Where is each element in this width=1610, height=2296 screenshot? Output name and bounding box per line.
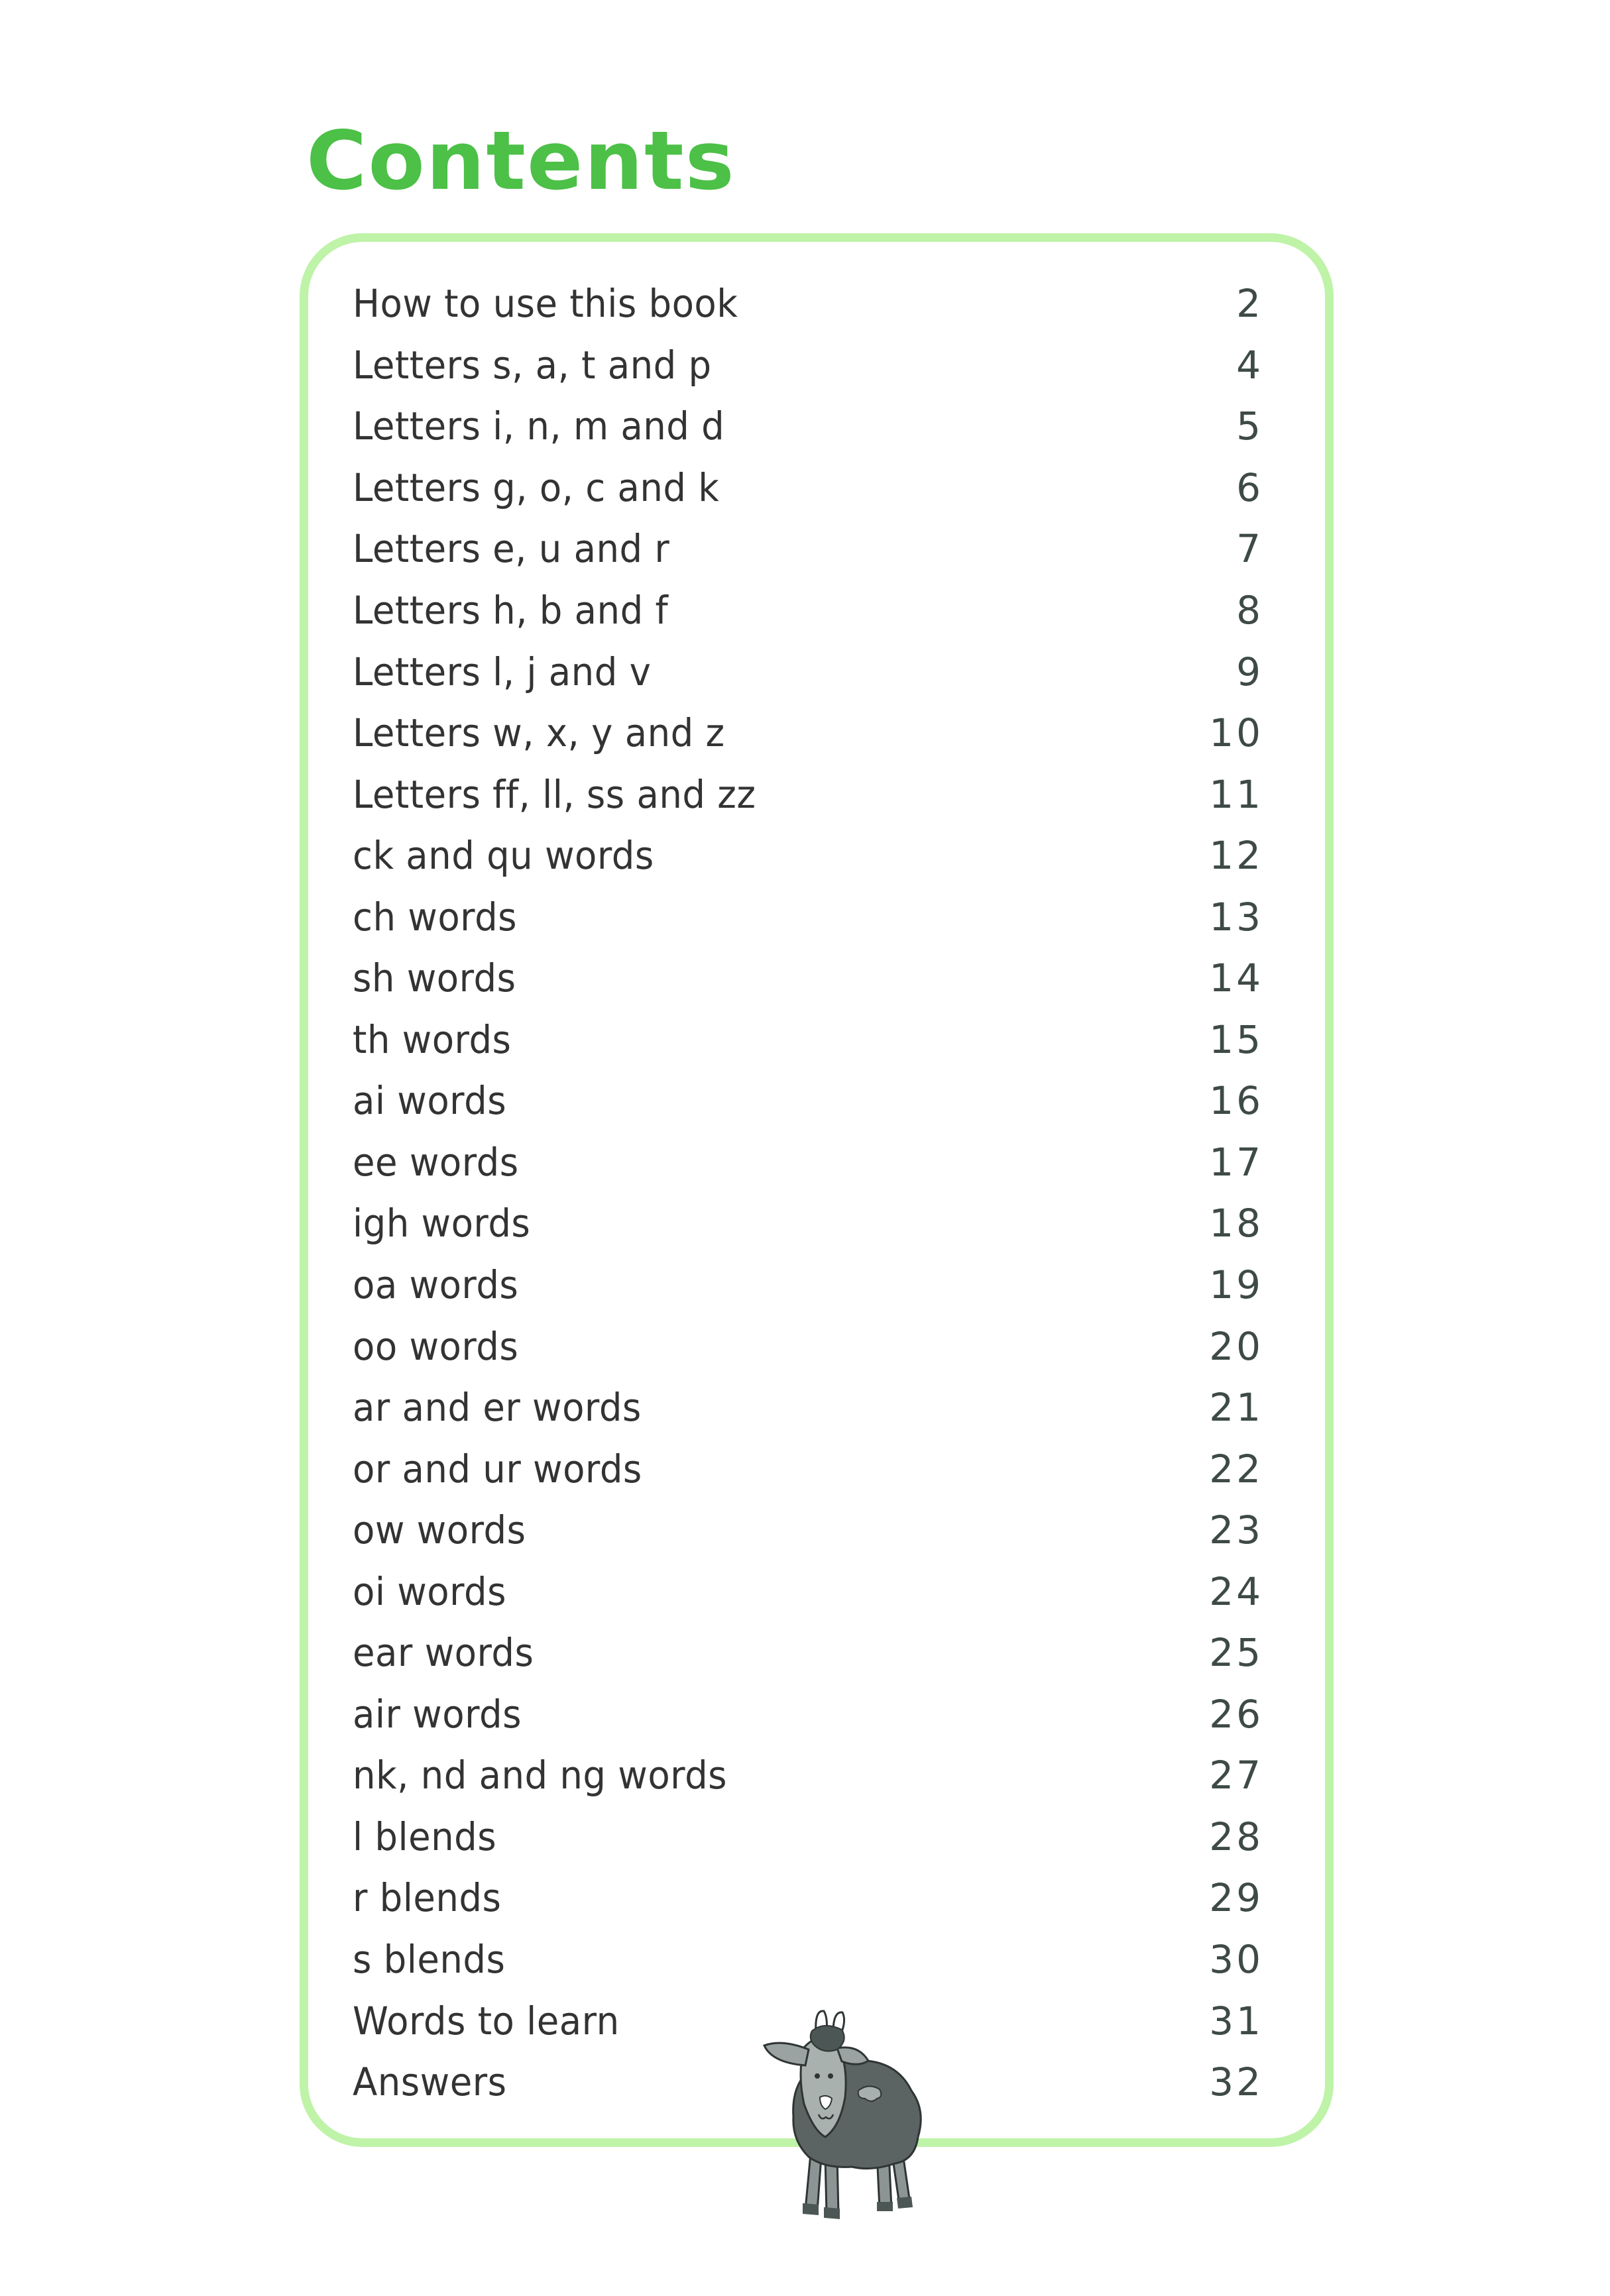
toc-entry-page-number: 4 xyxy=(1236,342,1263,388)
toc-entry-label: or and ur words xyxy=(353,1446,642,1492)
toc-entry-page-number: 5 xyxy=(1236,404,1263,449)
toc-entry-page-number: 24 xyxy=(1209,1568,1263,1614)
toc-entry[interactable] xyxy=(353,1929,1267,1991)
toc-entry-label: igh words xyxy=(353,1201,531,1246)
toc-entry-page-number: 9 xyxy=(1236,649,1263,694)
toc-entry-page-number: 8 xyxy=(1236,588,1263,633)
toc-entry[interactable] xyxy=(353,1254,1267,1316)
toc-entry[interactable] xyxy=(353,1193,1267,1254)
toc-entry-page-number: 15 xyxy=(1209,1016,1263,1062)
toc-entry[interactable] xyxy=(353,1500,1267,1561)
toc-entry-label: Letters ff, ll, ss and zz xyxy=(353,771,756,817)
toc-entry[interactable] xyxy=(353,1745,1267,1806)
toc-entry[interactable] xyxy=(353,825,1267,887)
toc-entry-page-number: 7 xyxy=(1236,526,1263,572)
page-title: Contents xyxy=(306,113,736,208)
toc-entry[interactable] xyxy=(353,1132,1267,1193)
toc-entry-label: ar and er words xyxy=(353,1385,642,1431)
toc-entry-label: air words xyxy=(353,1691,522,1737)
toc-entry-page-number: 21 xyxy=(1209,1385,1263,1431)
toc-entry-label: ear words xyxy=(353,1630,534,1676)
toc-entry[interactable] xyxy=(353,335,1267,396)
toc-entry-page-number: 28 xyxy=(1209,1814,1263,1859)
toc-entry-page-number: 27 xyxy=(1209,1753,1263,1798)
toc-entry-label: oi words xyxy=(353,1568,507,1614)
toc-entry[interactable] xyxy=(353,1867,1267,1929)
toc-entry-label: s blends xyxy=(353,1937,506,1983)
toc-entry-page-number: 6 xyxy=(1236,465,1263,510)
toc-entry-label: Answers xyxy=(353,2059,507,2105)
toc-entry-label: oa words xyxy=(353,1262,519,1308)
toc-entry-label: sh words xyxy=(353,956,516,1001)
toc-entry-page-number: 30 xyxy=(1209,1937,1263,1983)
toc-entry[interactable] xyxy=(353,1806,1267,1868)
toc-entry-label: Letters e, u and r xyxy=(353,526,670,572)
toc-entry-label: Letters g, o, c and k xyxy=(353,465,720,510)
toc-entry-label: ow words xyxy=(353,1507,526,1553)
toc-entry[interactable] xyxy=(353,1438,1267,1500)
toc-entry-page-number: 22 xyxy=(1209,1446,1263,1492)
toc-entry-page-number: 32 xyxy=(1209,2059,1263,2105)
toc-entry[interactable] xyxy=(353,948,1267,1009)
toc-entry[interactable] xyxy=(353,1315,1267,1377)
toc-entry[interactable] xyxy=(353,580,1267,641)
toc-entry-label: nk, nd and ng words xyxy=(353,1753,728,1798)
toc-entry-page-number: 18 xyxy=(1209,1201,1263,1246)
toc-entry-label: Letters w, x, y and z xyxy=(353,710,725,756)
toc-entry-label: oo words xyxy=(353,1323,519,1369)
toc-entry-label: ch words xyxy=(353,894,518,940)
toc-entry[interactable] xyxy=(353,702,1267,764)
toc-entry-page-number: 20 xyxy=(1209,1323,1263,1369)
toc-entry[interactable] xyxy=(353,1622,1267,1684)
toc-entry[interactable] xyxy=(353,1070,1267,1132)
goat-icon xyxy=(752,1998,938,2223)
toc-entry-label: ck and qu words xyxy=(353,833,654,879)
toc-entry-page-number: 26 xyxy=(1209,1691,1263,1737)
toc-entry-page-number: 31 xyxy=(1209,1998,1263,2044)
toc-entry-page-number: 17 xyxy=(1209,1139,1263,1185)
toc-entry[interactable] xyxy=(353,1377,1267,1439)
toc-entry[interactable] xyxy=(353,641,1267,702)
table-of-contents xyxy=(353,273,1267,2112)
toc-entry[interactable] xyxy=(353,763,1267,825)
toc-entry-label: Letters s, a, t and p xyxy=(353,342,712,388)
toc-entry-label: Letters i, n, m and d xyxy=(353,404,725,449)
toc-entry-label: ee words xyxy=(353,1139,519,1185)
toc-entry-page-number: 23 xyxy=(1209,1507,1263,1553)
toc-entry[interactable] xyxy=(353,1009,1267,1071)
toc-entry-label: th words xyxy=(353,1016,512,1062)
toc-entry-label: How to use this book xyxy=(353,281,738,327)
toc-entry-page-number: 12 xyxy=(1209,833,1263,879)
toc-entry[interactable] xyxy=(353,886,1267,948)
toc-entry-label: Letters l, j and v xyxy=(353,649,652,694)
toc-entry-label: Words to learn xyxy=(353,1998,620,2044)
toc-entry-page-number: 11 xyxy=(1209,771,1263,817)
toc-entry-label: r blends xyxy=(353,1875,502,1921)
toc-entry-label: Letters h, b and f xyxy=(353,588,669,633)
toc-entry-page-number: 25 xyxy=(1209,1630,1263,1676)
toc-entry-label: l blends xyxy=(353,1814,497,1859)
toc-entry-page-number: 14 xyxy=(1209,956,1263,1001)
toc-entry-page-number: 19 xyxy=(1209,1262,1263,1308)
toc-entry-page-number: 13 xyxy=(1209,894,1263,940)
toc-entry-page-number: 2 xyxy=(1236,281,1263,327)
toc-entry[interactable] xyxy=(353,518,1267,580)
toc-entry[interactable] xyxy=(353,457,1267,519)
toc-entry[interactable] xyxy=(353,273,1267,335)
toc-entry[interactable] xyxy=(353,396,1267,457)
toc-entry-page-number: 16 xyxy=(1209,1078,1263,1124)
toc-entry-page-number: 29 xyxy=(1209,1875,1263,1921)
toc-entry-label: ai words xyxy=(353,1078,507,1124)
toc-entry-page-number: 10 xyxy=(1209,710,1263,756)
toc-entry[interactable] xyxy=(353,1684,1267,1745)
toc-entry[interactable] xyxy=(353,1560,1267,1622)
